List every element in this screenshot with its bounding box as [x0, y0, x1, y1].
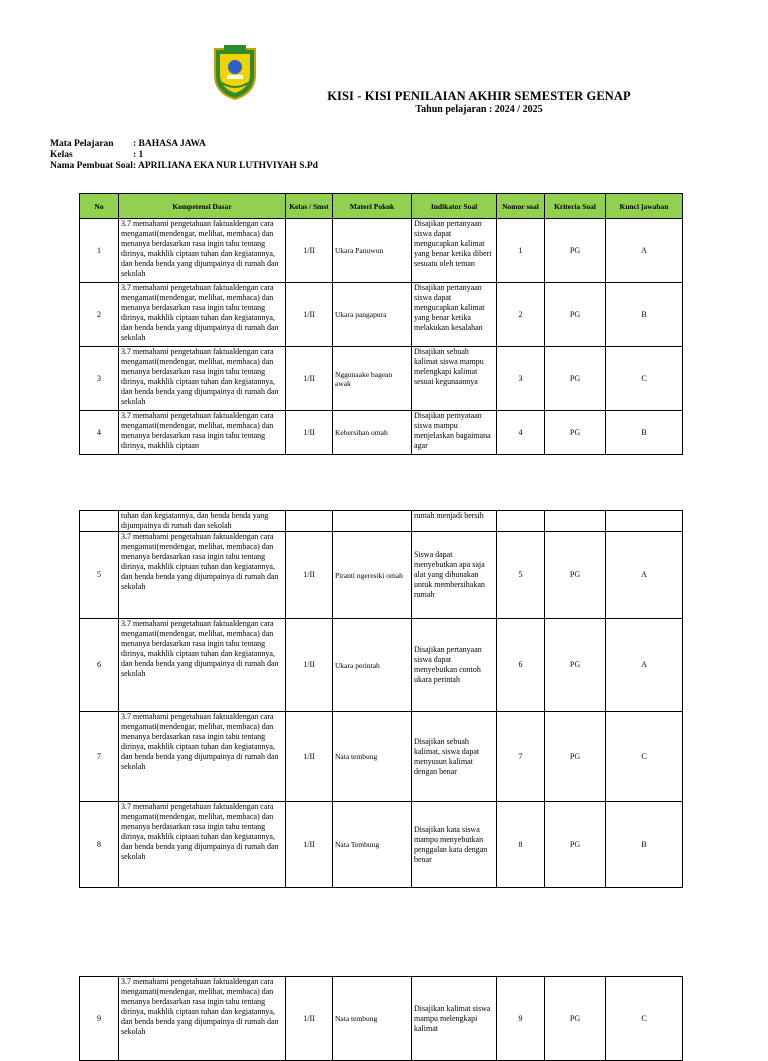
cell-indikator: Disajikan pernyataan siswa mampu menjelaskan bagaimana agar — [412, 411, 497, 455]
cell-kd: 3.7 memahami pengetahuan faktualdengan cara mengamati(mendengar, melihat, membaca) dan menanya berdasarkan rasa ingin tahu tentang dirinya, makhlik ciptaan tuhan dan kegiatannya, dan benda benda yang dijumpainya di rumah dan sekolah — [119, 347, 286, 411]
meta-value: : BAHASA JAWA — [133, 139, 206, 149]
cell-materi: Nggunaake bagean awak — [333, 347, 412, 411]
cell-kd: 3.7 memahami pengetahuan faktualdengan cara mengamati(mendengar, melihat, membaca) dan menanya berdasarkan rasa ingin tahu tentang dirinya, makhlik ciptaan tuhan dan kegiatannya, dan benda benda yang dijumpainya di rumah dan sekolah — [119, 532, 286, 619]
table-row — [80, 532, 683, 619]
cell-nomor: 5 — [497, 532, 545, 619]
cell-kriteria: PG — [545, 219, 606, 283]
cell-kd: 3.7 memahami pengetahuan faktualdengan cara mengamati(mendengar, melihat, membaca) dan menanya berdasarkan rasa ingin tahu tentang dirinya, makhlik ciptaan tuhan dan kegiatannya, dan benda benda yang dijumpainya di rumah dan sekolah — [119, 977, 286, 1061]
kisi-table-page-1 — [79, 193, 683, 455]
cell-kriteria: PG — [545, 977, 606, 1061]
meta-key: Kelas — [50, 150, 73, 160]
cell-kunci: A — [606, 619, 683, 712]
cell-no: 3 — [80, 347, 119, 411]
cell-materi: Ukara pangapura — [333, 283, 412, 347]
meta-value: : 1 — [133, 150, 144, 160]
cell-indikator: Disajikan kalimat siswa mampu melengkapi kalimat — [412, 977, 497, 1061]
cell-indikator: rumah menjadi bersih — [412, 511, 497, 532]
cell-kd: 3.7 memahami pengetahuan faktualdengan cara mengamati(mendengar, melihat, membaca) dan menanya berdasarkan rasa ingin tahu tentang dirinya, makhlik ciptaan tuhan dan kegiatannya, dan benda benda yang dijumpainya di rumah dan sekolah — [119, 619, 286, 712]
empty-cell — [545, 511, 606, 532]
empty-cell — [497, 511, 545, 532]
document-title: KISI - KISI PENILAIAN AKHIR SEMESTER GENAP — [327, 89, 631, 103]
empty-cell — [80, 511, 119, 532]
cell-nomor: 8 — [497, 802, 545, 888]
cell-kelas: 1/II — [286, 712, 333, 802]
table-row — [80, 411, 683, 455]
cell-kunci: C — [606, 977, 683, 1061]
table-row-continuation — [80, 511, 683, 532]
cell-kelas: 1/II — [286, 532, 333, 619]
cell-materi: Ukara perintah — [333, 619, 412, 712]
cell-indikator: Disajikan sebuah kalimat, siswa dapat menyusun kalimat dengan benar — [412, 712, 497, 802]
document-subtitle: Tahun pelajaran : 2024 / 2025 — [415, 104, 543, 115]
table-row — [80, 283, 683, 347]
col-header-kd: Kompetensi Dasar — [119, 194, 286, 219]
document-meta — [50, 139, 318, 172]
meta-key: Nama Pembuat Soal — [50, 161, 133, 171]
cell-no: 1 — [80, 219, 119, 283]
empty-cell — [333, 511, 412, 532]
cell-materi: Nata Tembung — [333, 802, 412, 888]
col-header-indikator: Indikator Soal — [412, 194, 497, 219]
table-row — [80, 977, 683, 1061]
cell-kunci: A — [606, 532, 683, 619]
cell-kriteria: PG — [545, 283, 606, 347]
cell-kd: tuhan dan kegiatannya, dan benda benda yang dijumpainya di rumah dan sekolah — [119, 511, 286, 532]
cell-materi: Nata tembung — [333, 712, 412, 802]
cell-kd: 3.7 memahami pengetahuan faktualdengan cara mengamati(mendengar, melihat, membaca) dan menanya berdasarkan rasa ingin tahu tentang dirinya, makhlik ciptaan tuhan dan kegiatannya, dan benda benda yang dijumpainya di rumah dan sekolah — [119, 712, 286, 802]
cell-nomor: 7 — [497, 712, 545, 802]
cell-nomor: 6 — [497, 619, 545, 712]
cell-no: 9 — [80, 977, 119, 1061]
cell-kunci: B — [606, 283, 683, 347]
cell-materi: Kebersihan omah — [333, 411, 412, 455]
cell-kelas: 1/II — [286, 219, 333, 283]
cell-no: 8 — [80, 802, 119, 888]
cell-kd: 3.7 memahami pengetahuan faktualdengan cara mengamati(mendengar, melihat, membaca) dan menanya berdasarkan rasa ingin tahu tentang dirinya, makhlik ciptaan tuhan dan kegiatannya, dan benda benda yang dijumpainya di rumah dan sekolah — [119, 283, 286, 347]
cell-nomor: 2 — [497, 283, 545, 347]
meta-row — [50, 139, 318, 150]
cell-kd: 3.7 memahami pengetahuan faktualdengan cara mengamati(mendengar, melihat, membaca) dan menanya berdasarkan rasa ingin tahu tentang dirinya, makhlik ciptaan tuhan dan kegiatannya, dan benda benda yang dijumpainya di rumah dan sekolah — [119, 219, 286, 283]
cell-kelas: 1/II — [286, 411, 333, 455]
table-row — [80, 619, 683, 712]
col-header-kelas: Kelas / Smst — [286, 194, 333, 219]
cell-kunci: B — [606, 802, 683, 888]
cell-kriteria: PG — [545, 802, 606, 888]
cell-kelas: 1/II — [286, 977, 333, 1061]
cell-indikator: Disajikan sebuah kalimat siswa mampu melengkapi kalimat sesuai kegunaannya — [412, 347, 497, 411]
cell-no: 2 — [80, 283, 119, 347]
cell-kunci: C — [606, 347, 683, 411]
cell-kriteria: PG — [545, 347, 606, 411]
kisi-table-page-2 — [79, 510, 683, 888]
cell-kunci: C — [606, 712, 683, 802]
cell-materi: Ukara Panuwun — [333, 219, 412, 283]
cell-kunci: B — [606, 411, 683, 455]
cell-nomor: 1 — [497, 219, 545, 283]
col-header-nomor: Nomor soal — [497, 194, 545, 219]
empty-cell — [286, 511, 333, 532]
col-header-kunci: Kunci jawaban — [606, 194, 683, 219]
cell-kriteria: PG — [545, 411, 606, 455]
meta-row — [50, 161, 318, 172]
cell-kelas: 1/II — [286, 347, 333, 411]
cell-materi: Piranti ngeresiki omah — [333, 532, 412, 619]
cell-indikator: Disajikan kata siswa mampu menyebutkan penggalan kata dengan benar — [412, 802, 497, 888]
cell-kelas: 1/II — [286, 283, 333, 347]
cell-indikator: Disajikan pertanyaan siswa dapat menyebutkan contoh ukara perintah — [412, 619, 497, 712]
cell-materi: Nata tembung — [333, 977, 412, 1061]
col-header-materi: Materi Pokok — [333, 194, 412, 219]
cell-no: 6 — [80, 619, 119, 712]
cell-kd: 3.7 memahami pengetahuan faktualdengan cara mengamati(mendengar, melihat, membaca) dan menanya berdasarkan rasa ingin tahu tentang dirinya, makhlik ciptaan — [119, 411, 286, 455]
table-row — [80, 219, 683, 283]
kisi-table-page-3 — [79, 976, 683, 1061]
cell-kelas: 1/II — [286, 619, 333, 712]
meta-key: Mata Pelajaran — [50, 139, 114, 149]
cell-indikator: Disajikan pertanyaan siswa dapat mengucapkan kalimat yang benar ketika melakukan kesalahan — [412, 283, 497, 347]
cell-kunci: A — [606, 219, 683, 283]
cell-nomor: 9 — [497, 977, 545, 1061]
cell-kriteria: PG — [545, 532, 606, 619]
cell-kriteria: PG — [545, 712, 606, 802]
table-row — [80, 712, 683, 802]
meta-row — [50, 150, 318, 161]
col-header-kriteria: Kriteria Soal — [545, 194, 606, 219]
cell-indikator: Disajikan pertanyaan siswa dapat mengucapkan kalimat yang benar ketika diberi sesuatu oleh teman — [412, 219, 497, 283]
cell-nomor: 3 — [497, 347, 545, 411]
cell-nomor: 4 — [497, 411, 545, 455]
cell-no: 7 — [80, 712, 119, 802]
cell-kelas: 1/II — [286, 802, 333, 888]
cell-kd: 3.7 memahami pengetahuan faktualdengan cara mengamati(mendengar, melihat, membaca) dan menanya berdasarkan rasa ingin tahu tentang dirinya, makhlik ciptaan tuhan dan kegiatannya, dan benda benda yang dijumpainya di rumah dan sekolah — [119, 802, 286, 888]
cell-kriteria: PG — [545, 619, 606, 712]
cell-no: 4 — [80, 411, 119, 455]
col-header-no: No — [80, 194, 119, 219]
cell-no: 5 — [80, 532, 119, 619]
empty-cell — [606, 511, 683, 532]
table-header-row — [80, 194, 683, 219]
table-row — [80, 802, 683, 888]
table-row — [80, 347, 683, 411]
cell-indikator: Siswa dapat menyebutkan apa saja alat yang dihunakan untuk membersihakan rumah — [412, 532, 497, 619]
meta-value: : APRILIANA EKA NUR LUTHVIYAH S.Pd — [133, 161, 318, 171]
